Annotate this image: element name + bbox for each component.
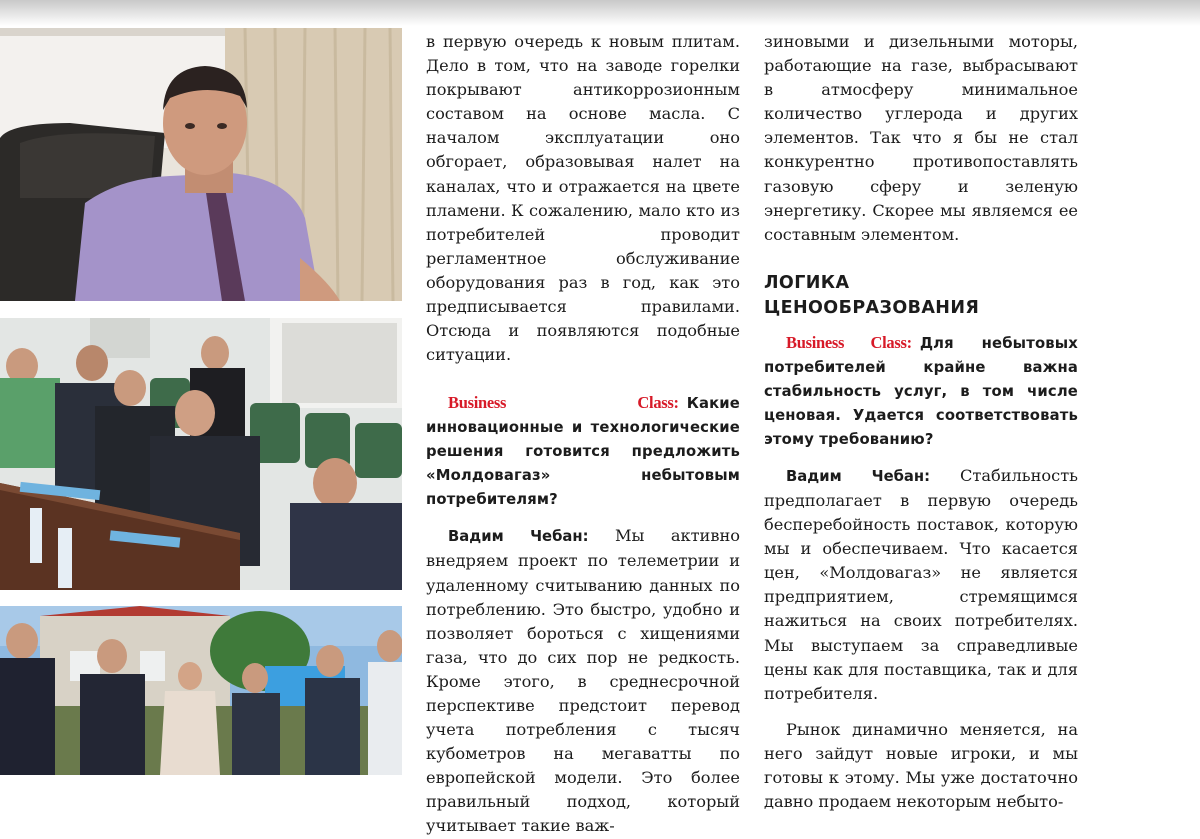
answer-telemetry (426, 524, 740, 838)
question-price-stability (764, 331, 1078, 452)
speaker-name: Вадим Чебан: (448, 528, 589, 546)
speaker-name: Вадим Чебан: (786, 467, 931, 485)
question-text: Для небытовых потребителей крайне важна стабильность услуг, в том числе ценовая. Удается соответствовать этому требованию? (764, 334, 1078, 448)
paragraph-green-energy: зиновыми и дизельными моторы, работающие на газе, выбрасывают в атмосферу минимальное количество углерода и других элементов. Так что я бы не стал конкурентно противопоставлять газовую сферу и зеленую энергетику. Скорее мы являемся ее составным элементом. (764, 32, 1078, 244)
paragraph-market-changes: Рынок динамично меняется, на него зайдут новые игроки, и мы готовы к этому. Мы уже достаточно давно продаем некоторым небыто- (764, 719, 1078, 812)
brand-label: Business Class: (448, 393, 679, 413)
answer-stability (764, 464, 1078, 706)
photo-speaker-portrait (0, 28, 402, 301)
section-heading: ЛОГИКА ЦЕНООБРАЗОВАНИЯ (764, 272, 980, 318)
question-text: Какие инновационные и технологические решения готовится предложить «Молдовагаз» небытовым потребителям? (426, 395, 740, 509)
question-innovations (426, 391, 740, 512)
paragraph-gas-burners: в первую очередь к новым плитам. Дело в том, что на заводе горелки покрывают антикоррозионным составом на основе масла. С началом эксплуатации оно обгорает, образовывая налет на каналах, что и отражается на цвете пламени. К сожалению, мало кто из потребителей проводит регламентное обслуживание оборудования раз в год, как это предписывается правилами. Отсюда и появляются подобные ситуации. (426, 32, 740, 365)
brand-label: Business Class: (786, 332, 912, 352)
answer-text: Мы активно внедряем проект по телеметрии и удаленному считыванию данных по потреблению. Это быстро, удобно и позволяет бороться с хищениями газа, что до сих пор не редкость. Кроме этого, в среднесрочной перспективе предстоит перевод учета потребления с тысяч кубометров на мегаватты по европейской модели. Это более правильный подход, который учитывает такие важ- (426, 526, 740, 836)
photo-business-meeting (0, 318, 402, 590)
text-column-1 (426, 30, 740, 839)
photo-outdoor-group (0, 606, 402, 775)
viewer-top-bar (0, 0, 1200, 26)
text-column-2 (764, 30, 1078, 814)
answer-text: Стабильность предполагает в первую очередь бесперебойность поставок, которую мы и обеспечиваем. Что касается цен, «Молдовагаз» не является предприятием, стремящимся нажиться на своих потребителях. Мы выступаем за справедливые цены как для поставщика, так и для потребителя. (764, 465, 1078, 703)
